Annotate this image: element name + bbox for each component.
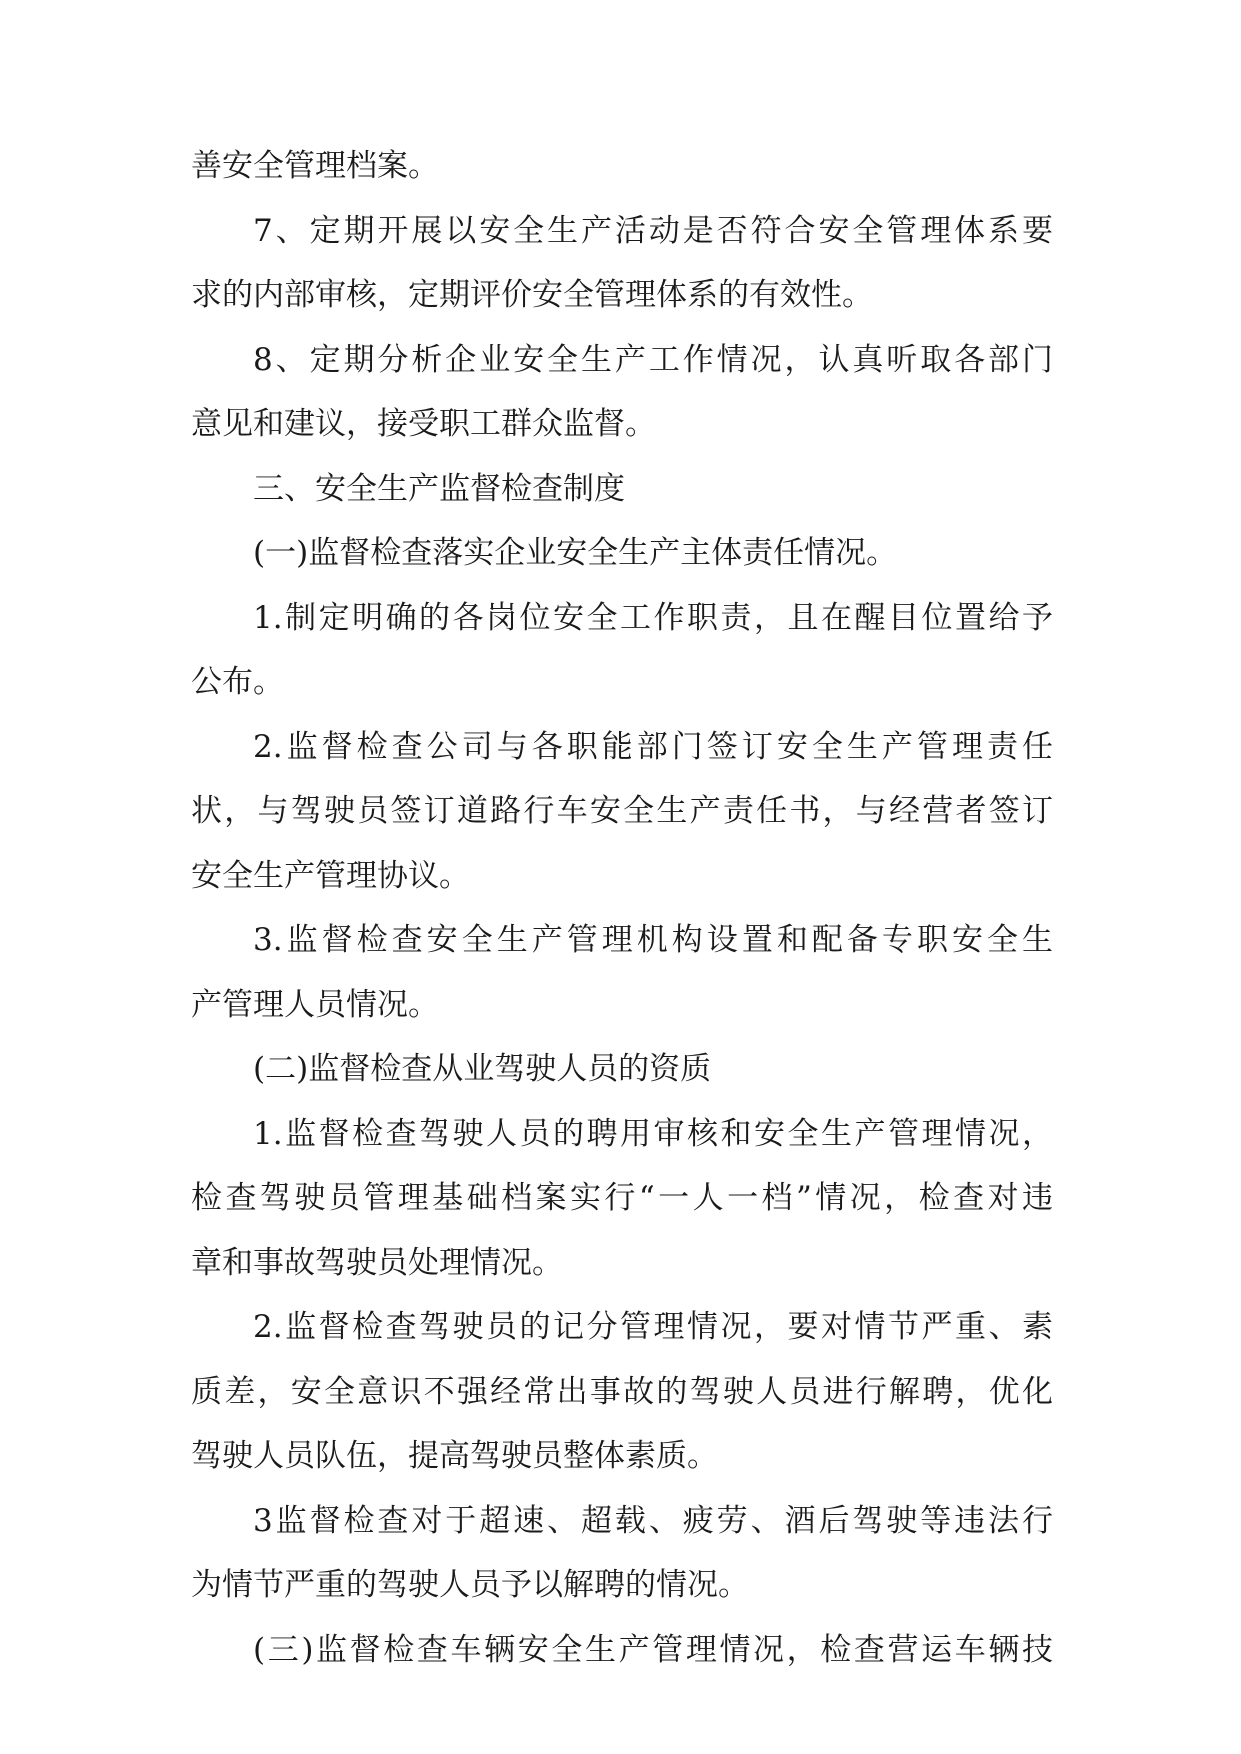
text-line: 章和事故驾驶员处理情况。 xyxy=(191,1245,563,1281)
text-line: 8、定期分析企业安全生产工作情况，认真听取各部门 xyxy=(253,342,1053,378)
text-line: 1.制定明确的各岗位安全工作职责，且在醒目位置给予 xyxy=(253,600,1053,636)
text-line: 产管理人员情况。 xyxy=(191,987,439,1023)
subsection-heading: (二)监督检查从业驾驶人员的资质 xyxy=(253,1051,712,1087)
subsection-heading: (一)监督检查落实企业安全生产主体责任情况。 xyxy=(253,535,898,571)
text-line: 3.监督检查安全生产管理机构设置和配备专职安全生 xyxy=(253,922,1053,958)
text-line: 善安全管理档案。 xyxy=(191,148,439,184)
text-line: 意见和建议，接受职工群众监督。 xyxy=(191,406,656,442)
text-line: 2.监督检查驾驶员的记分管理情况，要对情节严重、素 xyxy=(253,1309,1053,1345)
section-heading: 三、安全生产监督检查制度 xyxy=(253,471,625,507)
text-line: 驾驶人员队伍，提高驾驶员整体素质。 xyxy=(191,1438,718,1474)
text-line: 求的内部审核，定期评价安全管理体系的有效性。 xyxy=(191,277,873,313)
text-line: 2.监督检查公司与各职能部门签订安全生产管理责任 xyxy=(253,729,1053,765)
text-line: 7、定期开展以安全生产活动是否符合安全管理体系要 xyxy=(253,213,1053,249)
subsection-heading: (三)监督检查车辆安全生产管理情况，检查营运车辆技 xyxy=(253,1632,1053,1668)
text-line: 安全生产管理协议。 xyxy=(191,858,470,894)
text-line: 1.监督检查驾驶人员的聘用审核和安全生产管理情况， xyxy=(253,1116,1053,1152)
text-line: 质差，安全意识不强经常出事故的驾驶人员进行解聘，优化 xyxy=(191,1374,1053,1410)
text-line: 3监督检查对于超速、超载、疲劳、酒后驾驶等违法行 xyxy=(253,1503,1053,1539)
text-line: 公布。 xyxy=(191,664,284,700)
text-line: 检查驾驶员管理基础档案实行“一人一档”情况，检查对违 xyxy=(191,1180,1053,1216)
text-line: 为情节严重的驾驶人员予以解聘的情况。 xyxy=(191,1567,749,1603)
text-line: 状，与驾驶员签订道路行车安全生产责任书，与经营者签订 xyxy=(191,793,1053,829)
